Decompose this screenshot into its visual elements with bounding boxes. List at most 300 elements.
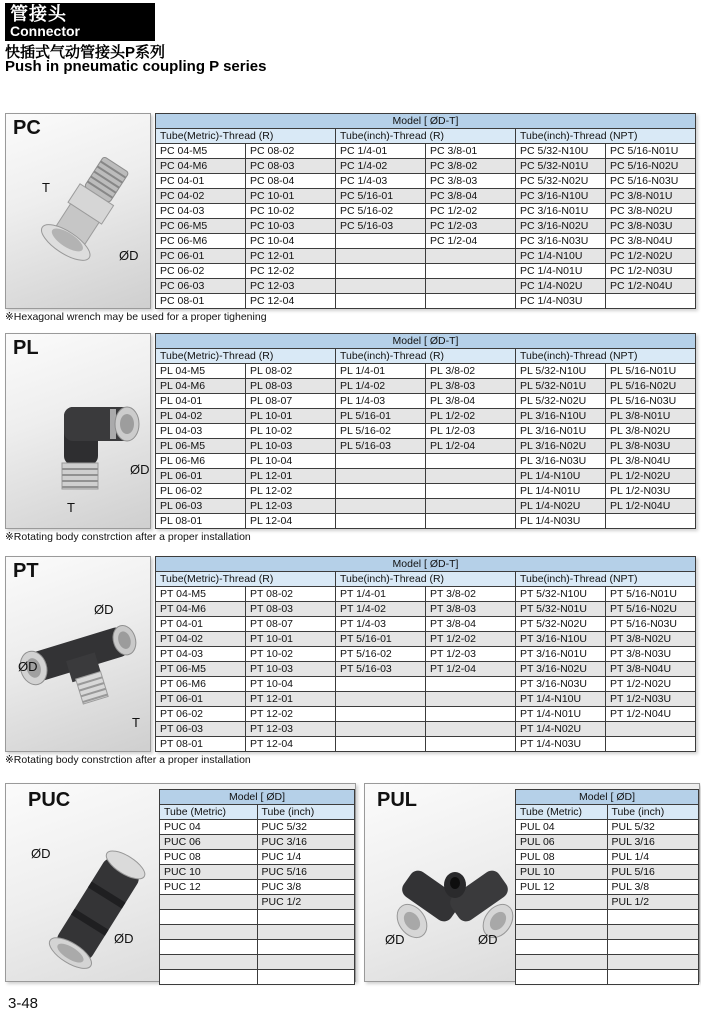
model-cell: PT 10-03 xyxy=(246,662,336,677)
model-cell: PC 3/8-03 xyxy=(426,174,516,189)
model-cell: PC 04-01 xyxy=(156,174,246,189)
table-row xyxy=(160,970,355,985)
table-row xyxy=(156,219,696,234)
table-row xyxy=(516,910,699,925)
model-cell: PUL 5/32 xyxy=(607,820,699,835)
model-cell: PT 3/8-N03U xyxy=(606,647,696,662)
model-cell: PL 5/32-N01U xyxy=(516,379,606,394)
model-cell: PC 04-M6 xyxy=(156,159,246,174)
pl-model-header: Model [ ØD-T] xyxy=(156,334,696,349)
pl-product-photo xyxy=(24,379,144,509)
model-cell xyxy=(606,722,696,737)
model-cell: PC 3/8-N04U xyxy=(606,234,696,249)
pc-table-wrap xyxy=(155,113,696,309)
model-cell xyxy=(607,910,699,925)
model-cell xyxy=(607,970,699,985)
model-cell: PC 1/4-N10U xyxy=(516,249,606,264)
model-cell xyxy=(336,737,426,752)
pt-column-header-inch-npt: Tube(inch)-Thread (NPT) xyxy=(516,572,696,587)
section-pul xyxy=(364,783,700,982)
model-cell xyxy=(336,707,426,722)
model-cell: PL 1/4-N03U xyxy=(516,514,606,529)
model-cell: PC 1/2-03 xyxy=(426,219,516,234)
pc-label-t: T xyxy=(42,180,50,195)
model-cell: PC 5/16-01 xyxy=(336,189,426,204)
model-cell: PC 5/32-N01U xyxy=(516,159,606,174)
model-cell xyxy=(257,940,355,955)
model-cell: PT 06-02 xyxy=(156,707,246,722)
model-cell: PL 06-02 xyxy=(156,484,246,499)
table-row xyxy=(160,835,355,850)
pul-table-wrap xyxy=(515,789,699,985)
table-row xyxy=(516,850,699,865)
model-cell: PC 12-02 xyxy=(246,264,336,279)
model-cell: PT 08-01 xyxy=(156,737,246,752)
model-cell: PUC 3/8 xyxy=(257,880,355,895)
model-cell: PC 1/4-N01U xyxy=(516,264,606,279)
model-cell: PT 3/8-02 xyxy=(426,587,516,602)
model-cell xyxy=(607,955,699,970)
model-cell: PT 04-03 xyxy=(156,647,246,662)
table-row xyxy=(156,189,696,204)
model-cell: PUC 06 xyxy=(160,835,258,850)
pt-section-title: PT xyxy=(13,560,39,582)
puc-model-table xyxy=(159,789,355,985)
model-cell: PT 10-01 xyxy=(246,632,336,647)
model-cell: PT 5/16-03 xyxy=(336,662,426,677)
model-cell xyxy=(426,499,516,514)
model-cell: PT 5/16-N01U xyxy=(606,587,696,602)
model-cell xyxy=(257,970,355,985)
model-cell: PL 1/4-02 xyxy=(336,379,426,394)
model-cell: PT 04-01 xyxy=(156,617,246,632)
pc-section-title: PC xyxy=(13,117,41,139)
section-pt xyxy=(5,556,696,771)
model-cell: PL 3/8-02 xyxy=(426,364,516,379)
model-cell: PC 06-03 xyxy=(156,279,246,294)
model-cell: PT 1/4-N01U xyxy=(516,707,606,722)
pt-label-t: T xyxy=(132,715,140,730)
model-cell: PC 1/2-N03U xyxy=(606,264,696,279)
model-cell: PT 3/8-03 xyxy=(426,602,516,617)
pt-label-od-top: ØD xyxy=(94,602,114,617)
pc-label-od: ØD xyxy=(119,248,139,263)
model-cell: PUC 5/16 xyxy=(257,865,355,880)
model-cell xyxy=(426,737,516,752)
model-cell: PC 3/8-02 xyxy=(426,159,516,174)
model-cell: PC 04-02 xyxy=(156,189,246,204)
table-row xyxy=(156,249,696,264)
model-cell: PT 1/4-N02U xyxy=(516,722,606,737)
table-row xyxy=(516,835,699,850)
model-cell: PC 5/32-N10U xyxy=(516,144,606,159)
model-cell: PL 04-03 xyxy=(156,424,246,439)
pul-label-od-left: ØD xyxy=(385,932,405,947)
model-cell: PT 12-03 xyxy=(246,722,336,737)
model-cell: PT 06-01 xyxy=(156,692,246,707)
puc-section-title: PUC xyxy=(28,789,71,811)
table-row xyxy=(160,895,355,910)
model-cell: PL 5/32-N02U xyxy=(516,394,606,409)
model-cell xyxy=(257,925,355,940)
model-cell: PT 1/2-N04U xyxy=(606,707,696,722)
page-title-en: Connector xyxy=(10,23,80,39)
model-cell: PL 12-04 xyxy=(246,514,336,529)
model-cell: PL 1/2-03 xyxy=(426,424,516,439)
table-row xyxy=(156,707,696,722)
model-cell xyxy=(516,955,608,970)
model-cell: PUC 10 xyxy=(160,865,258,880)
table-row xyxy=(156,204,696,219)
model-cell: PC 1/4-02 xyxy=(336,159,426,174)
model-cell: PT 10-02 xyxy=(246,647,336,662)
model-cell: PL 08-07 xyxy=(246,394,336,409)
model-cell: PL 3/8-N02U xyxy=(606,424,696,439)
pl-label-od: ØD xyxy=(130,462,150,477)
table-row xyxy=(156,602,696,617)
model-cell: PL 3/16-N10U xyxy=(516,409,606,424)
model-cell: PT 1/2-03 xyxy=(426,647,516,662)
model-cell: PUC 3/16 xyxy=(257,835,355,850)
model-cell xyxy=(516,925,608,940)
model-cell xyxy=(516,910,608,925)
model-cell: PL 04-M5 xyxy=(156,364,246,379)
model-cell: PC 06-02 xyxy=(156,264,246,279)
section-pl xyxy=(5,333,696,548)
model-cell: PL 5/16-N02U xyxy=(606,379,696,394)
model-cell: PC 3/16-N03U xyxy=(516,234,606,249)
model-cell xyxy=(160,955,258,970)
puc-column-header-inch: Tube (inch) xyxy=(257,805,355,820)
model-cell xyxy=(336,454,426,469)
model-cell xyxy=(606,294,696,309)
model-cell xyxy=(336,722,426,737)
table-row xyxy=(156,454,696,469)
model-cell: PC 5/16-N01U xyxy=(606,144,696,159)
section-pc xyxy=(5,113,696,328)
model-cell: PC 04-M5 xyxy=(156,144,246,159)
pc-footnote: ※Hexagonal wrench may be used for a proper tighening xyxy=(5,311,267,323)
model-cell: PL 5/32-N10U xyxy=(516,364,606,379)
model-cell: PT 1/2-02 xyxy=(426,632,516,647)
model-cell: PC 3/16-N10U xyxy=(516,189,606,204)
model-cell xyxy=(160,940,258,955)
pt-photo-panel xyxy=(5,556,151,752)
model-cell: PC 1/4-01 xyxy=(336,144,426,159)
model-cell: PT 3/8-N04U xyxy=(606,662,696,677)
model-cell: PT 3/8-N02U xyxy=(606,632,696,647)
model-cell: PC 3/8-N02U xyxy=(606,204,696,219)
model-cell: PC 5/16-N03U xyxy=(606,174,696,189)
model-cell: PUC 08 xyxy=(160,850,258,865)
table-row xyxy=(156,514,696,529)
puc-model-header: Model [ ØD] xyxy=(160,790,355,805)
table-row xyxy=(516,895,699,910)
model-cell: PC 5/16-N02U xyxy=(606,159,696,174)
pl-footnote: ※Rotating body constrction after a proper installation xyxy=(5,531,251,543)
pc-column-header-inch-npt: Tube(inch)-Thread (NPT) xyxy=(516,129,696,144)
model-cell: PC 04-03 xyxy=(156,204,246,219)
model-cell xyxy=(426,677,516,692)
model-cell xyxy=(516,895,608,910)
table-row xyxy=(160,865,355,880)
pt-label-od-left: ØD xyxy=(18,659,38,674)
model-cell: PL 04-M6 xyxy=(156,379,246,394)
model-cell xyxy=(336,692,426,707)
model-cell: PL 5/16-N03U xyxy=(606,394,696,409)
model-cell: PC 08-01 xyxy=(156,294,246,309)
pt-table-wrap xyxy=(155,556,696,752)
model-cell: PL 10-02 xyxy=(246,424,336,439)
model-cell: PC 06-M6 xyxy=(156,234,246,249)
model-cell: PL 3/8-N01U xyxy=(606,409,696,424)
model-cell: PL 1/2-N02U xyxy=(606,469,696,484)
model-cell: PL 1/2-N03U xyxy=(606,484,696,499)
model-cell xyxy=(606,737,696,752)
model-cell: PL 5/16-02 xyxy=(336,424,426,439)
table-row xyxy=(516,880,699,895)
model-cell: PC 06-M5 xyxy=(156,219,246,234)
model-cell: PL 5/16-01 xyxy=(336,409,426,424)
model-cell: PL 12-02 xyxy=(246,484,336,499)
table-row xyxy=(156,264,696,279)
model-cell: PL 3/16-N03U xyxy=(516,454,606,469)
table-row xyxy=(156,677,696,692)
model-cell: PL 1/2-04 xyxy=(426,439,516,454)
model-cell: PC 10-03 xyxy=(246,219,336,234)
model-cell: PT 04-02 xyxy=(156,632,246,647)
model-cell: PT 1/4-02 xyxy=(336,602,426,617)
table-row xyxy=(160,940,355,955)
table-row xyxy=(156,159,696,174)
model-cell xyxy=(426,249,516,264)
model-cell xyxy=(607,940,699,955)
table-row xyxy=(516,820,699,835)
table-row xyxy=(160,880,355,895)
model-cell: PL 5/16-03 xyxy=(336,439,426,454)
page-number: 3-48 xyxy=(8,995,39,1012)
pc-photo-panel xyxy=(5,113,151,309)
model-cell xyxy=(336,264,426,279)
model-cell xyxy=(336,279,426,294)
model-cell: PL 06-M5 xyxy=(156,439,246,454)
model-cell: PC 3/8-04 xyxy=(426,189,516,204)
model-cell: PC 5/16-03 xyxy=(336,219,426,234)
model-cell: PT 06-03 xyxy=(156,722,246,737)
pul-column-header-inch: Tube (inch) xyxy=(607,805,699,820)
model-cell: PC 3/16-N02U xyxy=(516,219,606,234)
model-cell: PL 10-01 xyxy=(246,409,336,424)
model-cell xyxy=(336,234,426,249)
model-cell: PT 5/16-01 xyxy=(336,632,426,647)
pl-section-title: PL xyxy=(13,337,39,359)
pl-label-t: T xyxy=(67,500,75,515)
model-cell: PT 08-07 xyxy=(246,617,336,632)
model-cell: PL 06-M6 xyxy=(156,454,246,469)
model-cell: PC 5/16-02 xyxy=(336,204,426,219)
model-cell xyxy=(426,294,516,309)
table-row xyxy=(160,850,355,865)
puc-column-header-metric: Tube (Metric) xyxy=(160,805,258,820)
model-cell: PT 04-M5 xyxy=(156,587,246,602)
model-cell: PL 3/8-04 xyxy=(426,394,516,409)
pl-model-table xyxy=(155,333,696,529)
model-cell xyxy=(257,955,355,970)
model-cell: PUL 04 xyxy=(516,820,608,835)
model-cell: PL 08-02 xyxy=(246,364,336,379)
table-row xyxy=(156,144,696,159)
model-cell: PT 1/2-N02U xyxy=(606,677,696,692)
model-cell: PL 3/8-03 xyxy=(426,379,516,394)
puc-product-photo xyxy=(36,839,161,979)
table-row xyxy=(156,499,696,514)
table-row xyxy=(156,424,696,439)
model-cell xyxy=(426,279,516,294)
pt-model-table xyxy=(155,556,696,752)
model-cell: PC 08-03 xyxy=(246,159,336,174)
model-cell: PC 5/32-N02U xyxy=(516,174,606,189)
model-cell: PL 5/16-N01U xyxy=(606,364,696,379)
model-cell: PL 06-01 xyxy=(156,469,246,484)
model-cell xyxy=(516,970,608,985)
model-cell xyxy=(336,677,426,692)
model-cell: PT 08-02 xyxy=(246,587,336,602)
model-cell: PL 10-04 xyxy=(246,454,336,469)
header-black-bar xyxy=(5,3,155,41)
model-cell: PUL 1/4 xyxy=(607,850,699,865)
model-cell: PUL 5/16 xyxy=(607,865,699,880)
model-cell: PC 10-04 xyxy=(246,234,336,249)
model-cell: PT 5/16-N02U xyxy=(606,602,696,617)
table-row xyxy=(156,234,696,249)
pc-column-header-metric-r: Tube(Metric)-Thread (R) xyxy=(156,129,336,144)
model-cell: PUL 1/2 xyxy=(607,895,699,910)
model-cell: PT 5/32-N02U xyxy=(516,617,606,632)
model-cell xyxy=(336,499,426,514)
puc-label-od-bottom: ØD xyxy=(114,931,134,946)
model-cell: PT 12-02 xyxy=(246,707,336,722)
model-cell: PT 06-M6 xyxy=(156,677,246,692)
pc-column-header-inch-r: Tube(inch)-Thread (R) xyxy=(336,129,516,144)
pl-column-header-inch-r: Tube(inch)-Thread (R) xyxy=(336,349,516,364)
model-cell: PL 1/2-N04U xyxy=(606,499,696,514)
model-cell: PC 10-02 xyxy=(246,204,336,219)
table-row xyxy=(156,409,696,424)
pt-footnote: ※Rotating body constrction after a proper installation xyxy=(5,754,251,766)
model-cell: PT 5/32-N01U xyxy=(516,602,606,617)
table-row xyxy=(516,970,699,985)
model-cell: PC 12-04 xyxy=(246,294,336,309)
model-cell: PL 1/4-03 xyxy=(336,394,426,409)
model-cell: PT 3/16-N03U xyxy=(516,677,606,692)
model-cell: PT 5/16-N03U xyxy=(606,617,696,632)
pl-column-header-metric-r: Tube(Metric)-Thread (R) xyxy=(156,349,336,364)
table-row xyxy=(156,587,696,602)
model-cell xyxy=(426,692,516,707)
model-cell: PT 1/4-N03U xyxy=(516,737,606,752)
model-cell: PL 04-02 xyxy=(156,409,246,424)
model-cell: PUL 10 xyxy=(516,865,608,880)
table-row xyxy=(160,910,355,925)
model-cell: PC 06-01 xyxy=(156,249,246,264)
table-row xyxy=(156,469,696,484)
model-cell: PC 1/4-N02U xyxy=(516,279,606,294)
model-cell: PC 3/8-N01U xyxy=(606,189,696,204)
model-cell: PC 1/4-03 xyxy=(336,174,426,189)
table-row xyxy=(160,820,355,835)
model-cell: PT 1/2-04 xyxy=(426,662,516,677)
table-row xyxy=(156,484,696,499)
section-puc xyxy=(5,783,356,982)
pl-photo-panel xyxy=(5,333,151,529)
series-subtitle-en: Push in pneumatic coupling P series xyxy=(5,58,267,75)
model-cell: PL 12-03 xyxy=(246,499,336,514)
pt-column-header-metric-r: Tube(Metric)-Thread (R) xyxy=(156,572,336,587)
pul-section-title: PUL xyxy=(377,789,417,811)
model-cell: PC 3/8-N03U xyxy=(606,219,696,234)
model-cell: PUL 06 xyxy=(516,835,608,850)
model-cell xyxy=(426,722,516,737)
table-row xyxy=(156,722,696,737)
model-cell: PUC 12 xyxy=(160,880,258,895)
model-cell: PL 3/8-N04U xyxy=(606,454,696,469)
model-cell: PC 3/16-N01U xyxy=(516,204,606,219)
model-cell: PL 3/16-N01U xyxy=(516,424,606,439)
model-cell: PL 1/4-N01U xyxy=(516,484,606,499)
table-row xyxy=(156,394,696,409)
model-cell: PC 1/2-N04U xyxy=(606,279,696,294)
pc-product-photo xyxy=(24,144,139,294)
model-cell: PUL 3/8 xyxy=(607,880,699,895)
model-cell: PL 1/4-N10U xyxy=(516,469,606,484)
table-row xyxy=(516,940,699,955)
model-cell: PT 3/16-N10U xyxy=(516,632,606,647)
model-cell xyxy=(426,514,516,529)
model-cell xyxy=(426,707,516,722)
model-cell: PC 1/2-02 xyxy=(426,204,516,219)
model-cell xyxy=(607,925,699,940)
model-cell: PL 12-01 xyxy=(246,469,336,484)
table-row xyxy=(156,279,696,294)
model-cell xyxy=(160,910,258,925)
table-row xyxy=(156,379,696,394)
model-cell: PC 1/4-N03U xyxy=(516,294,606,309)
table-row xyxy=(516,865,699,880)
pc-model-table xyxy=(155,113,696,309)
pl-column-header-inch-npt: Tube(inch)-Thread (NPT) xyxy=(516,349,696,364)
model-cell: PC 08-02 xyxy=(246,144,336,159)
model-cell xyxy=(516,940,608,955)
model-cell: PT 1/4-01 xyxy=(336,587,426,602)
table-row xyxy=(156,662,696,677)
model-cell: PUC 1/2 xyxy=(257,895,355,910)
table-row xyxy=(156,174,696,189)
model-cell: PL 3/8-N03U xyxy=(606,439,696,454)
model-cell xyxy=(336,469,426,484)
pt-column-header-inch-r: Tube(inch)-Thread (R) xyxy=(336,572,516,587)
page-title-zh: 管接头 xyxy=(10,4,67,24)
model-cell: PUC 04 xyxy=(160,820,258,835)
table-row xyxy=(156,647,696,662)
pt-model-header: Model [ ØD-T] xyxy=(156,557,696,572)
model-cell: PT 3/8-04 xyxy=(426,617,516,632)
model-cell: PT 1/4-03 xyxy=(336,617,426,632)
model-cell xyxy=(336,484,426,499)
model-cell: PUC 5/32 xyxy=(257,820,355,835)
table-row xyxy=(156,617,696,632)
model-cell: PL 08-03 xyxy=(246,379,336,394)
model-cell xyxy=(160,970,258,985)
